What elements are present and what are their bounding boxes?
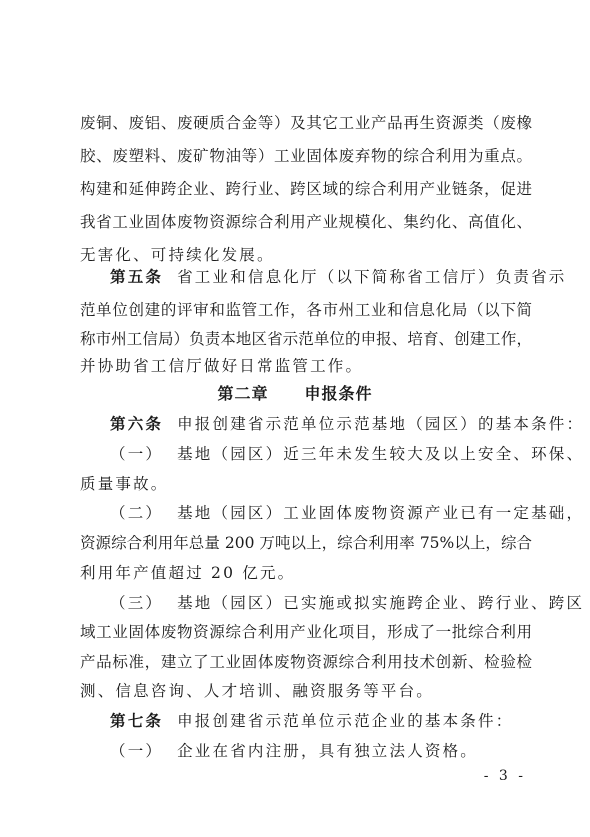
article-7-label: 第七条 (110, 711, 164, 730)
article-6-label: 第六条 (110, 414, 164, 433)
list-item (110, 741, 532, 761)
item-text: 企业在省内注册，具有独立法人资格。 (177, 742, 479, 760)
article-5-text: 省工业和信息化厅（以下简称省工信厅）负责省示 (177, 268, 567, 286)
text-line: 利用年产值超过 20 亿元。 (80, 564, 296, 582)
item-number: （三） (110, 594, 164, 612)
list-item (110, 593, 585, 613)
item-number: （一） (110, 742, 164, 760)
text-line: 产品标准，建立了工业固体废物资源综合利用技术创新、检验检 (80, 653, 532, 671)
text-line: 并协助省工信厅做好日常监管工作。 (80, 357, 364, 375)
list-item (110, 444, 585, 464)
item-number: （二） (110, 504, 164, 522)
page-number: - 3 - (483, 768, 526, 784)
chapter-number: 第二章 (217, 384, 269, 403)
text-line: 域工业固体废物资源综合利用产业化项目，形成了一批综合利用 (80, 623, 532, 641)
text-line: 称市州工信局）负责本地区省示范单位的申报、培育、创建工作， (80, 330, 532, 348)
article-5-first-line (110, 267, 567, 287)
article-6-text: 申报创建省示范单位示范基地（园区）的基本条件： (177, 415, 585, 433)
item-number: （一） (110, 445, 164, 463)
text-line: 范单位创建的评审和监管工作，各市州工业和信息化局（以下简 (80, 301, 532, 319)
text-line: 测、信息咨询、人才培训、融资服务等平台。 (80, 682, 435, 700)
article-6-first-line (110, 414, 585, 434)
item-text: 基地（园区）近三年未发生较大及以上安全、环保、 (177, 445, 585, 463)
chapter-title: 申报条件 (304, 384, 373, 403)
list-item (110, 503, 585, 523)
item-text: 基地（园区）工业固体废物资源产业已有一定基础， (177, 504, 585, 522)
item-text: 基地（园区）已实施或拟实施跨企业、跨行业、跨区 (177, 594, 585, 612)
text-line: 无害化、可持续化发展。 (80, 246, 275, 264)
text-line: 资源综合利用年总量 200 万吨以上，综合利用率 75%以上，综合 (80, 534, 532, 552)
text-line: 构建和延伸跨企业、跨行业、跨区域的综合利用产业链条，促进 (80, 180, 532, 198)
article-5-label: 第五条 (110, 267, 164, 286)
article-7-first-line (110, 711, 532, 731)
text-line: 废铜、废铝、废硬质合金等）及其它工业产品再生资源类（废橡 (80, 114, 532, 132)
text-line: 我省工业固体废物资源综合利用产业规模化、集约化、高值化、 (80, 213, 532, 231)
chapter-heading (0, 384, 590, 404)
text-line: 胶、废塑料、废矿物油等）工业固体废弃物的综合利用为重点。 (80, 147, 532, 165)
article-7-text: 申报创建省示范单位示范企业的基本条件： (177, 712, 514, 730)
text-line: 质量事故。 (80, 475, 169, 493)
